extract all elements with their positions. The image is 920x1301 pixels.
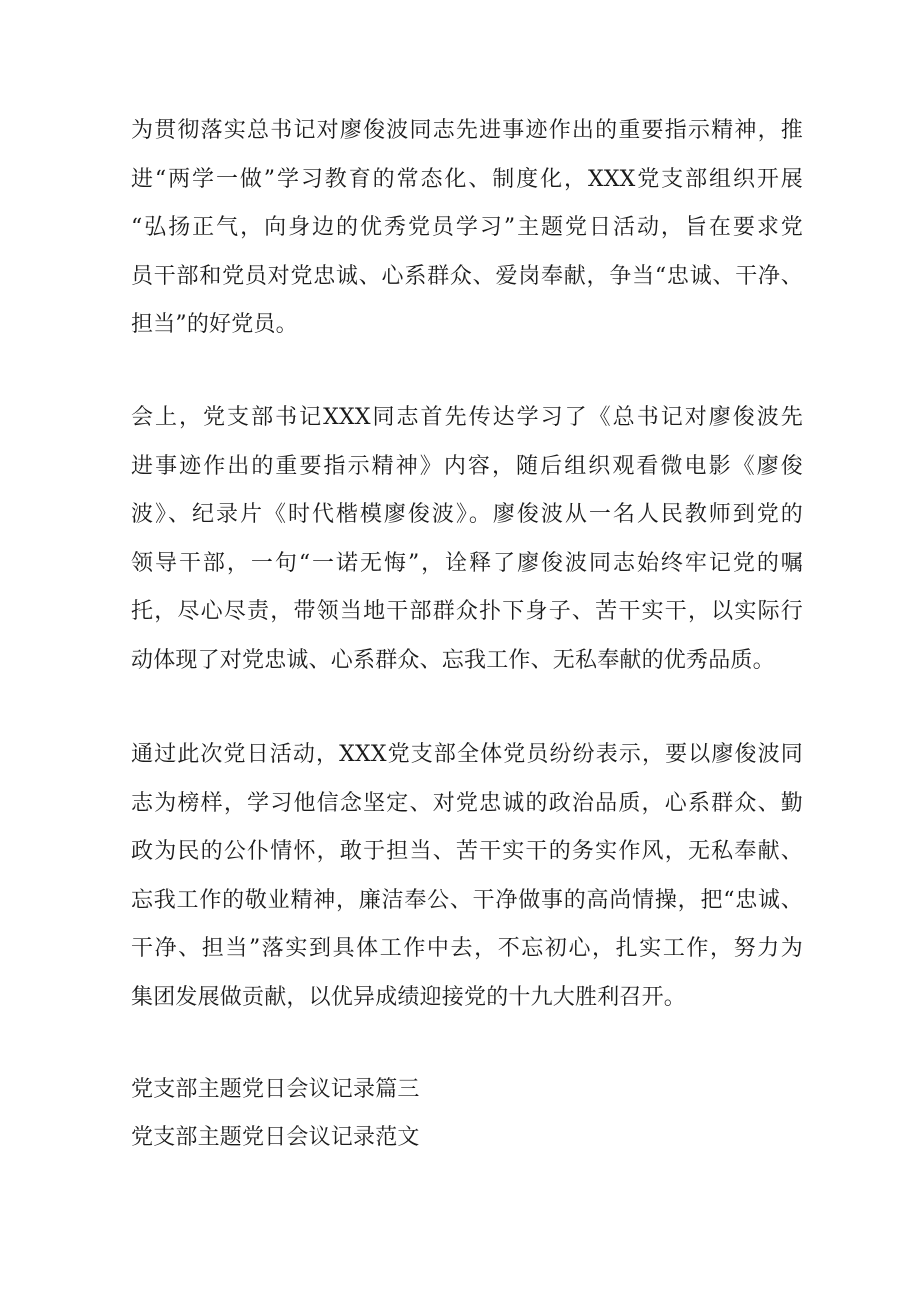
text-line: 干净、担当”落实到具体工作中去，不忘初心，扎实工作，努力为	[131, 936, 803, 961]
text-line: 进事迹作出的重要指示精神》内容，随后组织观看微电影《廖俊	[131, 453, 803, 479]
text-line: 进“两学一做”学习教育的常态化、制度化，XXX党支部组织开展	[131, 166, 803, 192]
text-line: 志为榜样，学习他信念坚定、对党忠诚的政治品质，心系群众、勤	[131, 790, 803, 816]
text-line: 忘我工作的敬业精神，廉洁奉公、干净做事的高尚情操，把“忠诚、	[131, 887, 803, 913]
text-line: 动体现了对党忠诚、心系群众、忘我工作、无私奉献的优秀品质。	[131, 647, 775, 673]
text-line: 通过此次党日活动，XXX党支部全体党员纷纷表示，要以廖俊波同	[131, 742, 803, 767]
paragraph-conclusion	[131, 731, 803, 1022]
text-line: 波》、纪录片《时代楷模廖俊波》。廖俊波从一名人民教师到党的	[131, 502, 803, 527]
section-heading-part-three: 党支部主题党日会议记录篇三	[131, 1077, 420, 1102]
text-line: 担当”的好党员。	[131, 312, 298, 337]
text-line: “弘扬正气，向身边的优秀党员学习”主题党日活动，旨在要求党	[131, 215, 803, 240]
text-line: 会上，党支部书记XXX同志首先传达学习了《总书记对廖俊波先	[131, 405, 803, 430]
text-line: 集团发展做贡献，以优异成绩迎接党的十九大胜利召开。	[131, 984, 687, 1010]
text-line: 领导干部，一句“一诺无悔”，诠释了廖俊波同志始终牢记党的嘱	[131, 550, 803, 576]
text-line: 托，尽心尽责，带领当地干部群众扑下身子、苦干实干，以实际行	[131, 599, 803, 624]
paragraph-meeting	[131, 394, 803, 685]
paragraph-intro	[131, 107, 803, 350]
text-line: 为贯彻落实总书记对廖俊波同志先进事迹作出的重要指示精神，推	[131, 118, 803, 143]
text-line: 员干部和党员对党忠诚、心系群众、爱岗奉献，争当“忠诚、干净、	[131, 263, 803, 289]
section-heading-sample: 党支部主题党日会议记录范文	[131, 1125, 420, 1150]
text-line: 政为民的公仆情怀，敢于担当、苦干实干的务实作风，无私奉献、	[131, 839, 803, 864]
